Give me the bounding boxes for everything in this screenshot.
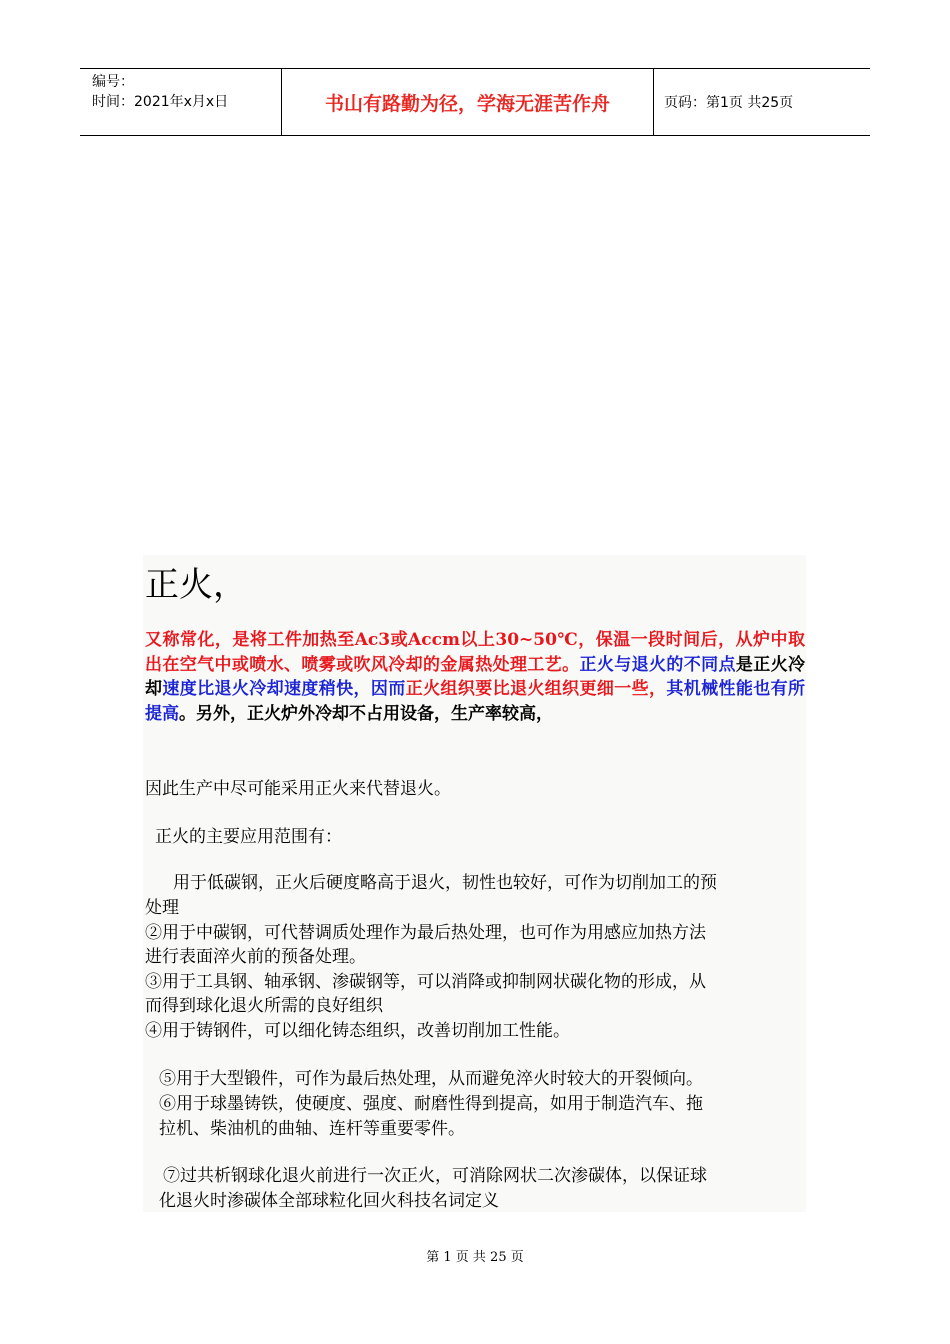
number-label: 编号： <box>92 74 134 90</box>
intro-black-1: 是正火冷却 <box>145 654 806 699</box>
app-item-2a: ②用于中碳钢，可代替调质处理作为最后热处理，也可作为用感应加热方法 <box>145 923 706 943</box>
time-label: 时间：2021年x月x日 <box>92 94 229 110</box>
app-item-5: ⑤用于大型锻件，可作为最后热处理，从而避免淬火时较大的开裂倾向。 <box>159 1069 703 1089</box>
app-item-6b: 拉机、柴油机的曲轴、连杆等重要零件。 <box>159 1119 465 1139</box>
app-item-1b: 处理 <box>145 898 179 918</box>
intro-blue-3: 其机械性能也有所提高 <box>145 679 806 724</box>
apps-heading: 正火的主要应用范围有： <box>155 827 342 847</box>
header-motto: 书山有路勤为径，学海无涯苦作舟 <box>282 69 654 135</box>
replace-sentence: 因此生产中尽可能采用正火来代替退火。 <box>145 779 451 799</box>
app-item-3b: 而得到球化退火所需的良好组织 <box>145 996 383 1016</box>
header-meta <box>80 69 282 135</box>
app-item-7b: 化退火时渗碳体全部球粒化回火科技名词定义 <box>159 1191 499 1211</box>
header-table <box>80 68 870 136</box>
intro-blue-2: 速度比退火冷却速度稍快，因而 <box>162 679 406 699</box>
app-item-4: ④用于铸钢件，可以细化铸态组织，改善切削加工性能。 <box>145 1021 570 1041</box>
intro-red-1: 又称常化，是将工件加热至Ac3或Accm以上30~50℃，保温一段时间后，从炉中取出在空气中或喷水、喷雾或吹风冷却的金属热处理工艺。 <box>145 630 805 675</box>
app-item-1a: 用于低碳钢，正火后硬度略高于退火，韧性也较好，可作为切削加工的预 <box>173 873 717 893</box>
app-item-2b: 进行表面淬火前的预备处理。 <box>145 947 366 967</box>
intro-black-2: 。另外，正火炉外冷却不占用设备，生产率较高， <box>179 703 553 724</box>
app-item-7a: ⑦过共析钢球化退火前进行一次正火，可消除网状二次渗碳体，以保证球 <box>163 1166 707 1186</box>
article-body <box>143 555 806 1212</box>
page-footer: 第 1 页 共 25 页 <box>426 1250 524 1265</box>
intro-red-2: 正火组织要比退火组织更细一些， <box>405 679 667 699</box>
intro-paragraph <box>145 628 805 726</box>
header-page-info: 页码：第1页 共25页 <box>664 95 794 111</box>
article-title: 正火， <box>145 565 247 605</box>
app-item-6a: ⑥用于球墨铸铁，使硬度、强度、耐磨性得到提高，如用于制造汽车、拖 <box>159 1094 703 1114</box>
app-item-3a: ③用于工具钢、轴承钢、渗碳钢等，可以消降或抑制网状碳化物的形成，从 <box>145 972 706 992</box>
intro-blue-1: 正火与退火的不同点 <box>579 654 736 675</box>
